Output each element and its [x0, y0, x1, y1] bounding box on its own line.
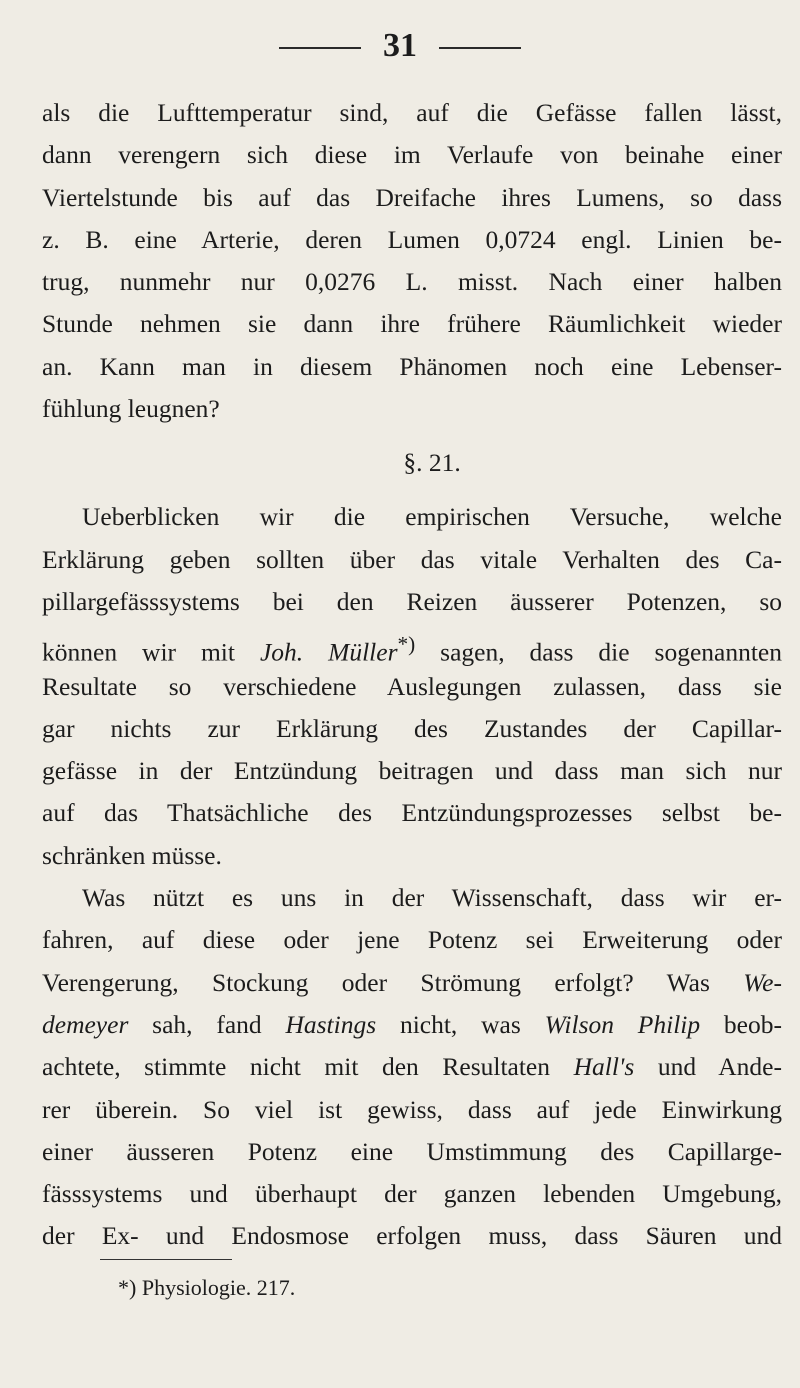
footnote-text: Physiologie. 217.	[141, 1275, 296, 1300]
text-segment: und Ande-	[634, 1052, 782, 1082]
footnote-rule	[100, 1259, 232, 1260]
section-spacer	[42, 486, 782, 496]
text-segment: sah, fand	[128, 1009, 286, 1039]
text-line: Ueberblicken wir die empirischen Versuche, welche	[82, 502, 782, 532]
text-line: fühlung leugnen?	[42, 394, 220, 424]
section-heading: §. 21.	[403, 448, 461, 478]
text-line: fässsystems und überhaupt der ganzen lebenden Umgebung,	[42, 1179, 782, 1209]
paragraph-3	[42, 877, 782, 1258]
text-line: fahren, auf diese oder jene Potenz sei Erweiterung oder	[42, 925, 782, 955]
text-line	[42, 962, 782, 1004]
header-rule-right	[439, 47, 521, 49]
footnote	[118, 1274, 295, 1302]
text-line: an. Kann man in diesem Phänomen noch eine Lebenser-	[42, 351, 782, 381]
text-line: gar nichts zur Erklärung des Zustandes der Capillar-	[42, 713, 782, 743]
paragraph-1	[42, 92, 782, 430]
text-segment: Verengerung, Stockung oder Strömung erfolgt? Was	[42, 967, 744, 997]
text-line: einer äusseren Potenz eine Umstimmung des Capillarge-	[42, 1136, 782, 1166]
text-line: pillargefässsystems bei den Reizen äusserer Potenzen, so	[42, 586, 782, 616]
text-line: Stunde nehmen sie dann ihre frühere Räumlichkeit wieder	[42, 309, 782, 339]
paragraph-2	[42, 496, 782, 877]
footnote-marker: *)	[118, 1275, 137, 1300]
text-line: trug, nunmehr nur 0,0276 L. misst. Nach einer halben	[42, 267, 782, 297]
page-header	[0, 26, 800, 66]
text-line: gefässe in der Entzündung beitragen und dass man sich nur	[42, 756, 782, 786]
author-name: Wilson Philip	[544, 1009, 701, 1039]
body-text	[42, 92, 782, 1258]
page-number: 31	[383, 27, 417, 64]
author-name: demeyer	[42, 1009, 129, 1039]
text-line: schränken müsse.	[42, 840, 222, 870]
text-segment: achtete, stimmte nicht mit den Resultaten	[42, 1052, 574, 1082]
text-line: Erklärung geben sollten über das vitale Verhalten des Ca-	[42, 544, 782, 574]
text-line: Resultate so verschiedene Auslegungen zulassen, dass sie	[42, 671, 782, 701]
text-line: dann verengern sich diese im Verlaufe von beinahe einer	[42, 140, 782, 170]
text-segment: können wir mit	[42, 637, 260, 667]
text-line: z. B. eine Arterie, deren Lumen 0,0724 engl. Linien be-	[42, 224, 782, 254]
text-line: auf das Thatsächliche des Entzündungsprozesses selbst be-	[42, 798, 782, 828]
text-segment: sagen, dass die sogenannten	[415, 637, 782, 667]
author-name: Hall's	[573, 1052, 635, 1082]
author-name: Joh. Müller	[259, 637, 398, 667]
text-line: Was nützt es uns in der Wissenschaft, dass wir er-	[82, 883, 782, 913]
author-name: We-	[743, 967, 782, 997]
text-segment: nicht, was	[376, 1009, 545, 1039]
author-name: Hastings	[285, 1009, 377, 1039]
text-line: Viertelstunde bis auf das Dreifache ihres Lumens, so dass	[42, 182, 782, 212]
text-segment: beob-	[700, 1009, 782, 1039]
footnote-reference: *)	[397, 632, 416, 657]
text-line	[42, 1046, 782, 1088]
text-line: rer überein. So viel ist gewiss, dass auf jede Einwirkung	[42, 1094, 782, 1124]
text-line: der Ex- und Endosmose erfolgen muss, dass Säuren und	[42, 1221, 782, 1251]
header-rule-left	[279, 47, 361, 49]
text-line	[42, 1004, 782, 1046]
text-line	[42, 623, 782, 665]
text-line: als die Lufttemperatur sind, auf die Gefässe fallen lässt,	[42, 98, 782, 127]
